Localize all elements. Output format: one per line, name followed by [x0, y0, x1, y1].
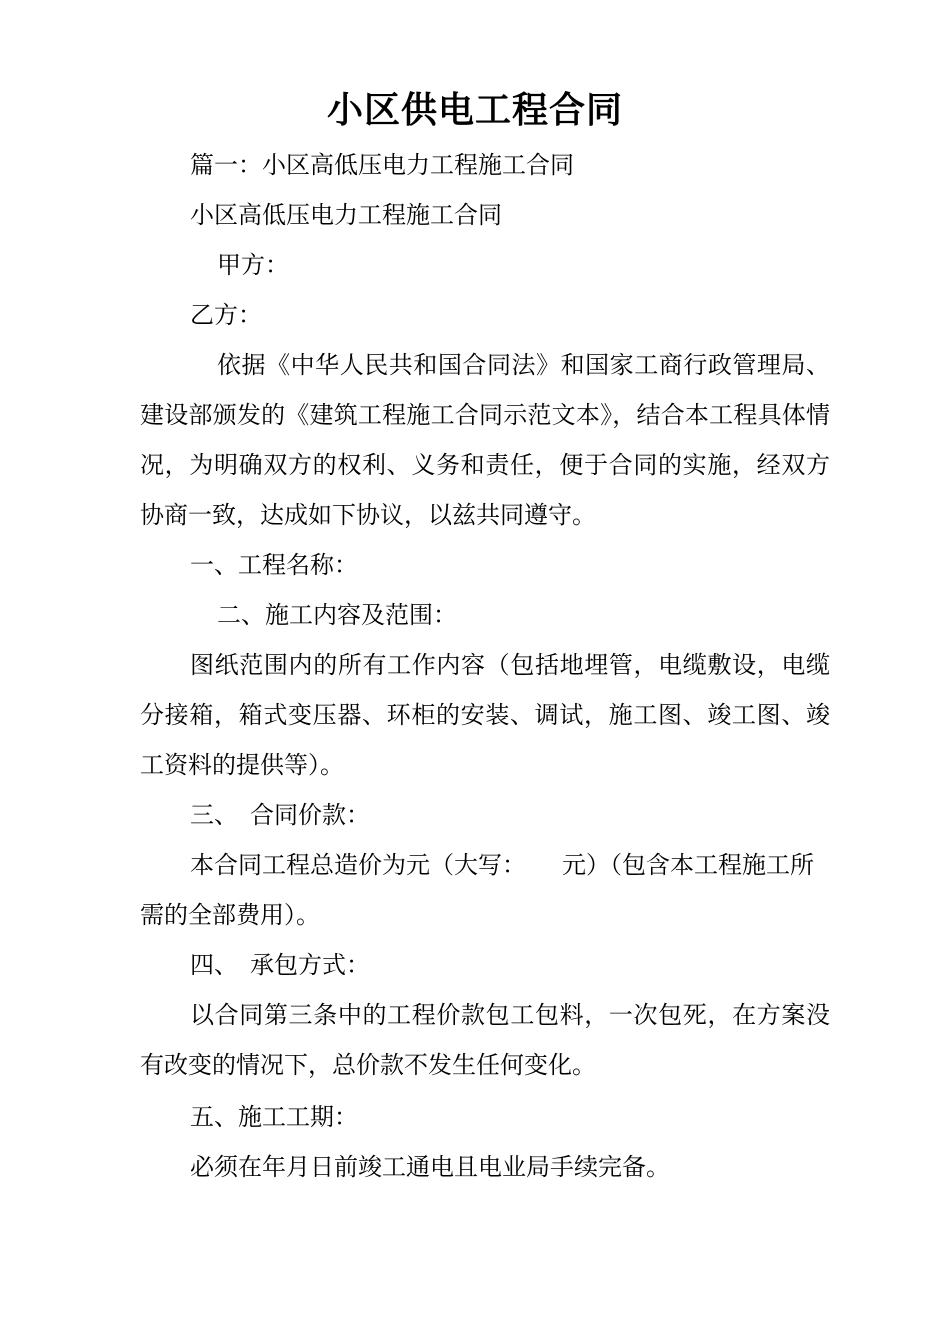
party-b-label: 乙方： — [190, 301, 262, 329]
clause-3-heading: 三、 合同价款： — [190, 801, 370, 829]
clause-5-heading: 五、施工工期： — [190, 1103, 358, 1131]
clause-5-body: 必须在年月日前竣工通电且电业局手续完备。 — [190, 1153, 670, 1181]
clause-2-body: 图纸范围内的所有工作内容（包括地埋管，电缆敷设，电缆分接箱，箱式变压器、环柜的安装、调试，施工图、竣工图、竣工资料的提供等）。 — [140, 651, 830, 779]
clause-4-heading: 四、 承包方式： — [190, 951, 370, 979]
preamble-paragraph: 依据《中华人民共和国合同法》和国家工商行政管理局、建设部颁发的《建筑工程施工合同示范文本》，结合本工程具体情况，为明确双方的权利、义务和责任，便于合同的实施，经双方协商一致，达成如下协议，以兹共同遵守。 — [140, 351, 830, 529]
document-body — [140, 140, 830, 1192]
clause-4-body: 以合同第三条中的工程价款包工包料，一次包死，在方案没有改变的情况下，总价款不发生任何变化。 — [140, 1001, 830, 1079]
clause-2-heading: 二、施工内容及范围： — [217, 601, 457, 629]
party-a-label: 甲方： — [217, 251, 289, 279]
contract-name: 小区高低压电力工程施工合同 — [190, 201, 502, 229]
clause-3-body: 本合同工程总造价为元（大写： 元）（包含本工程施工所需的全部费用）。 — [140, 851, 814, 929]
clause-1-heading: 一、工程名称： — [190, 551, 358, 579]
section-heading: 篇一：小区高低压电力工程施工合同 — [190, 151, 574, 179]
document-title: 小区供电工程合同 — [326, 90, 623, 131]
